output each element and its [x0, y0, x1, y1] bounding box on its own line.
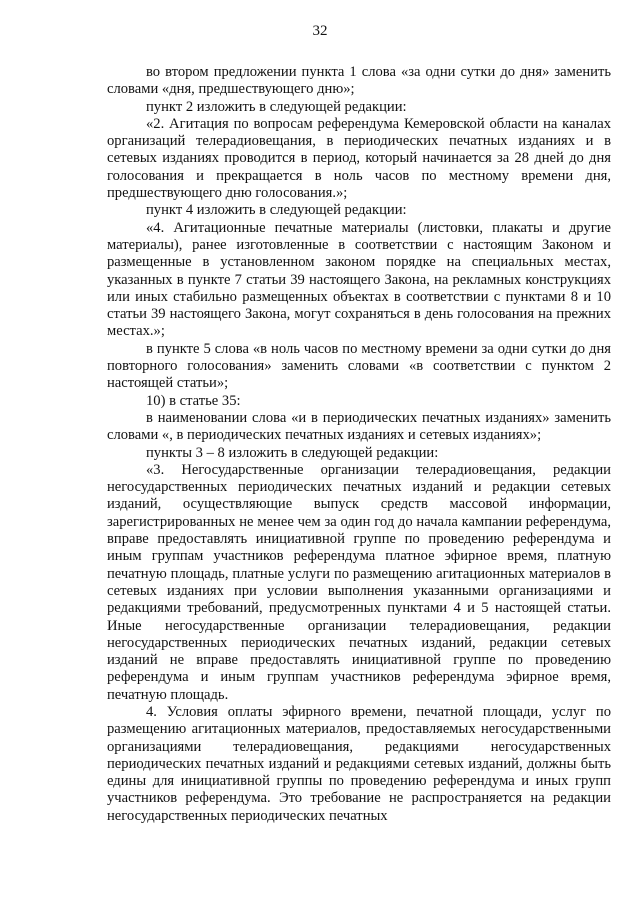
paragraph-article-35-heading: 10) в статье 35:: [146, 392, 241, 409]
page-number: 32: [312, 23, 328, 39]
paragraph-point-2-intro: пункт 2 изложить в следующей редакции:: [146, 98, 407, 115]
paragraph-point-5-amend: в пункте 5 слова «в ноль часов по местному времени за одни сутки до дня повторного голосования» заменить словами «в соответствии с пунктом 2 настоящей статьи»;: [107, 340, 611, 392]
paragraph-point-3-text: «3. Негосударственные организации телерадиовещания, редакции негосударственных периодических печатных изданий и редакции сетевых изданий, осуществляющие выпуск средств массовой информации, зарегистрированных не менее чем за один год до начала кампании референдума, вправе предоставлять инициативной группе по проведению референдума и иным группам участников референдума платное эфирное время, платную печатную площадь, платные услуги по размещению агитационных материалов в сетевых изданиях при условии выполнения указанными организациями и редакциями требований, предусмотренных пунктами 4 и 5 настоящей статьи. Иные негосударственные организации телерадиовещания, редакции негосударственных периодических печатных изданий, редакции сетевых изданий не вправе предоставлять инициативной группе по проведению референдума и иным группам участников референдума эфирное время, печатную площадь.: [107, 461, 611, 703]
paragraph-point-4-text: «4. Агитационные печатные материалы (листовки, плакаты и другие материалы), ранее изготовленные в соответствии с настоящим Законом и размещенные в установленном законом порядке на специальных местах, указанных в пункте 7 статьи 39 настоящего Закона, на рекламных конструкциях или иных стабильно размещенных объектах в соответствии с пунктами 8 и 10 статьи 39 настоящего Закона, могут сохраняться в день голосования на прежних местах.»;: [107, 219, 611, 340]
document-body: [107, 64, 611, 825]
paragraph-article-35-title-amend: в наименовании слова «и в периодических печатных изданиях» заменить словами «, в периодических печатных изданиях и сетевых изданиях»;: [107, 409, 611, 444]
paragraph-amend-point-1: во втором предложении пункта 1 слова «за одни сутки до дня» заменить словами «дня, предшествующего дню»;: [107, 64, 611, 98]
paragraph-point-4-new-text: 4. Условия оплаты эфирного времени, печатной площади, услуг по размещению агитационных материалов, предоставляемых негосударственными организациями телерадиовещания, редакциями негосударственных периодических печатных изданий и редакциями сетевых изданий, должны быть едины для инициативной группы по проведению референдума и иных групп участников референдума. Это требование не распространяется на редакции негосударственных периодических печатных: [107, 703, 611, 824]
paragraph-point-4-intro: пункт 4 изложить в следующей редакции:: [146, 202, 407, 219]
paragraph-point-2-text: «2. Агитация по вопросам референдума Кемеровской области на каналах организаций телерадиовещания, в периодических печатных изданиях и в сетевых изданиях проводится в период, который начинается за 28 дней до дня голосования и прекращается в ноль часов по местному времени дня, предшествующего дню голосования.»;: [107, 115, 611, 202]
paragraph-points-3-8-intro: пункты 3 – 8 изложить в следующей редакции:: [146, 444, 439, 461]
